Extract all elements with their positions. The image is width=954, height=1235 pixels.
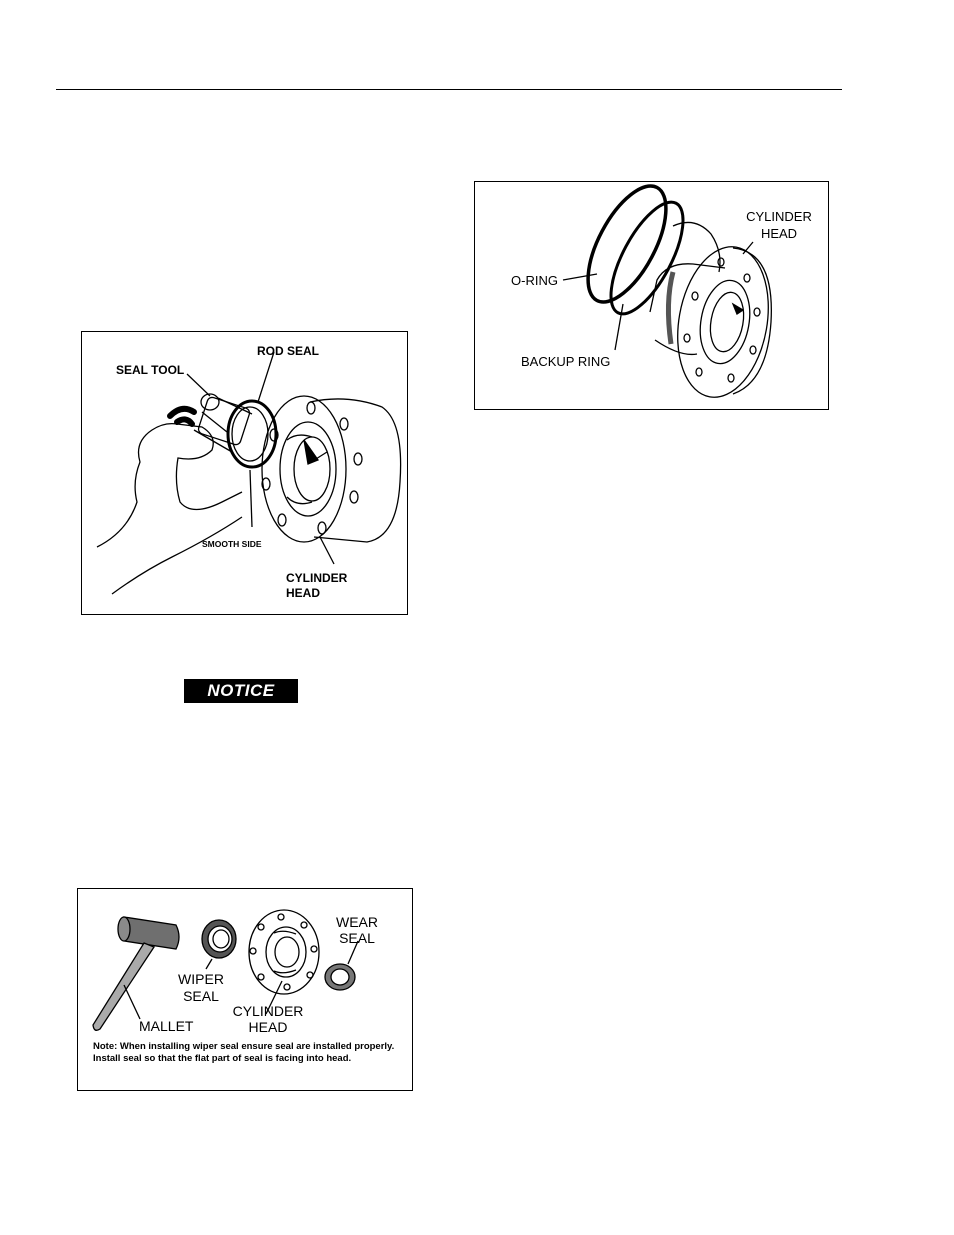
cylinder-head-label-1: CYLINDER (746, 209, 812, 224)
wiper-seal-label-2: SEAL (183, 988, 219, 1004)
notice-banner: NOTICE (184, 679, 298, 703)
wiper-seal-figure (77, 888, 413, 1091)
cylinder-head-label-2: HEAD (286, 586, 321, 600)
cylinder-head-label-2: HEAD (248, 1019, 288, 1035)
wiper-seal-label-1: WIPER (178, 971, 224, 987)
oring-figure (474, 181, 829, 410)
wear-seal-label-1: WEAR (336, 914, 378, 930)
rod-seal-figure (81, 331, 408, 615)
cylinder-head-label-2: HEAD (760, 226, 798, 241)
oring-label: O-RING (511, 273, 558, 288)
cylinder-head-label-1: CYLINDER (286, 571, 348, 585)
seal-tool-label: SEAL TOOL (116, 363, 185, 377)
rod-seal-label: ROD SEAL (257, 344, 320, 358)
mallet-label: MALLET (139, 1018, 194, 1034)
backup-ring-label: BACKUP RING (521, 354, 611, 369)
cylinder-head-label-1: CYLINDER (232, 1003, 304, 1019)
wear-seal-label-2: SEAL (339, 930, 375, 946)
wiper-seal-note: Note: When installing wiper seal ensure seal are installed properly. Install seal so that the flat part of seal is facing into head. (93, 1041, 395, 1064)
smooth-side-label: SMOOTH SIDE (202, 539, 262, 549)
header-rule (56, 89, 842, 90)
